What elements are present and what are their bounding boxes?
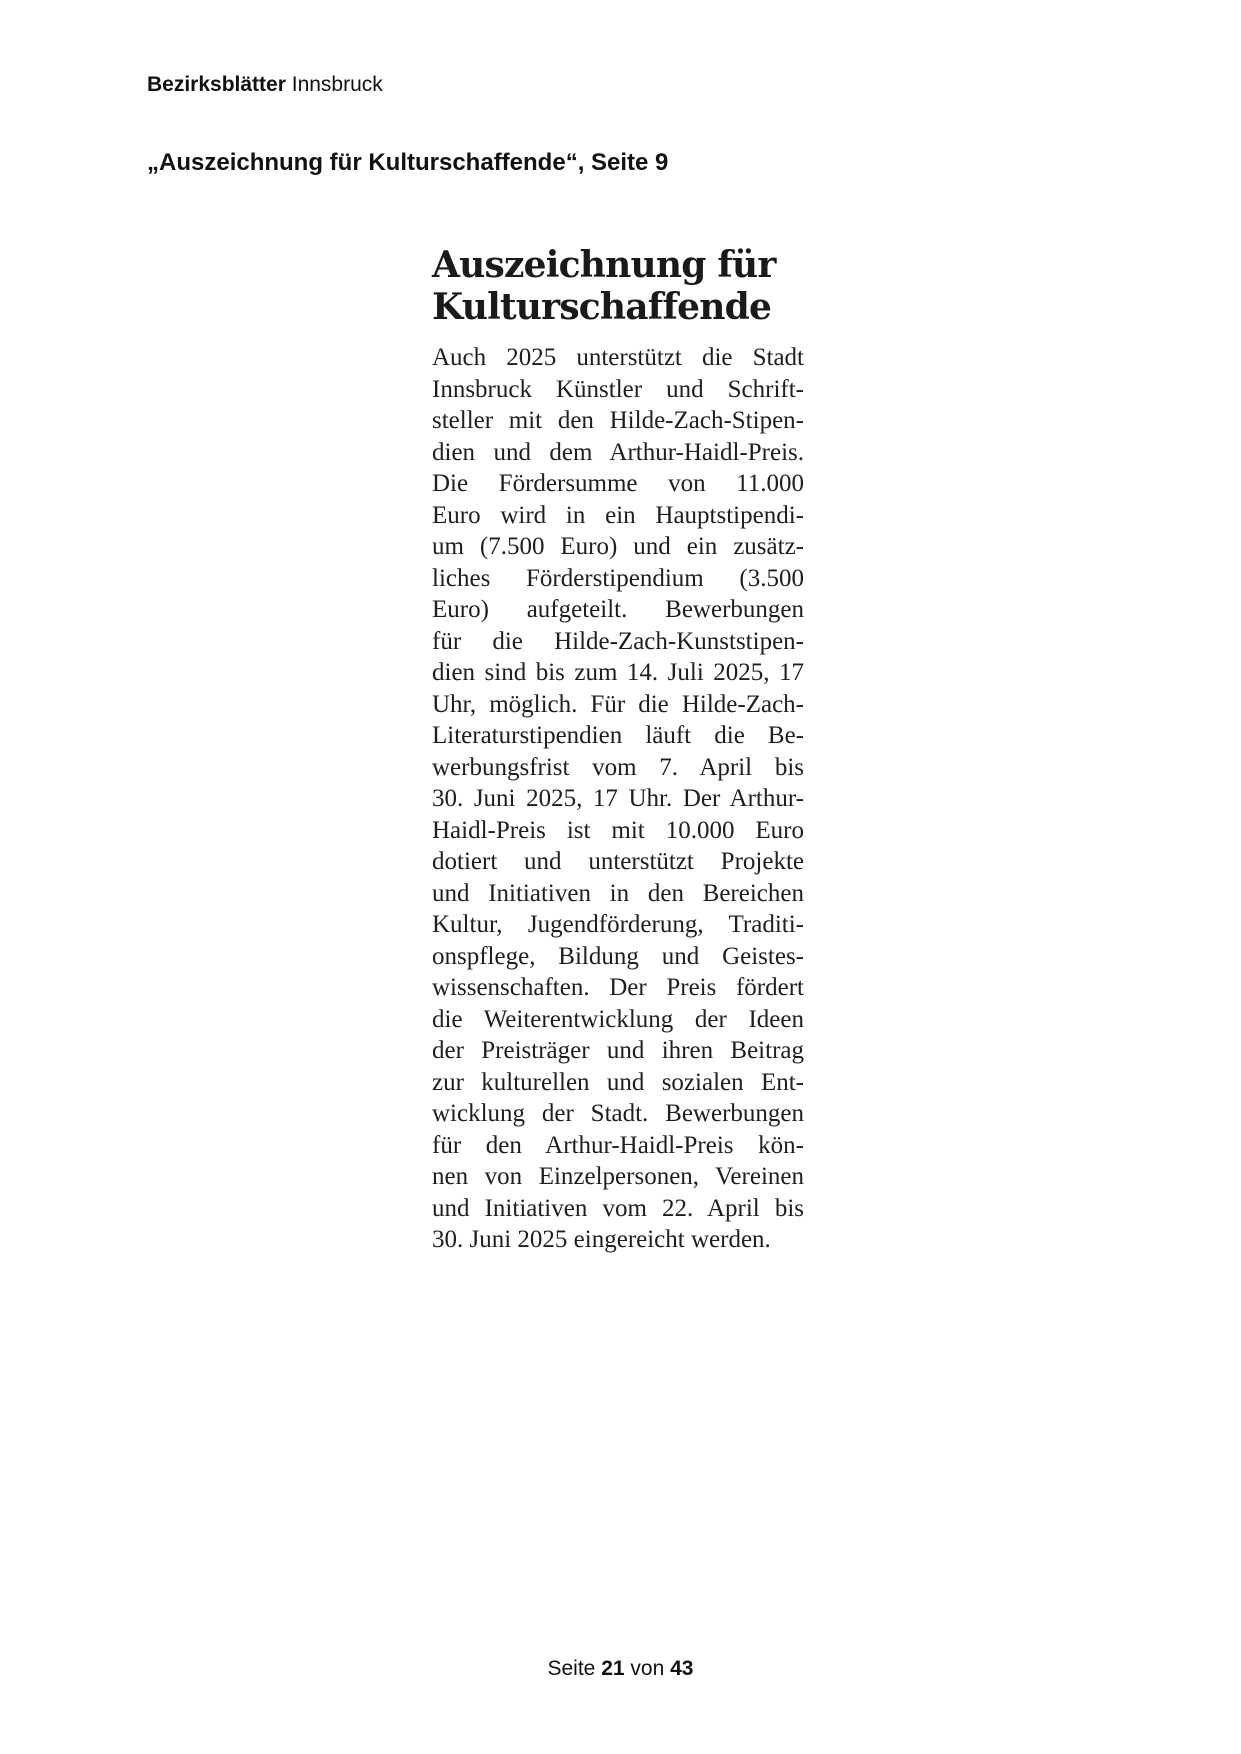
article-line: dotiert und unterstützt Projekte — [432, 848, 804, 875]
article-line: Kultur, Jugendförderung, Traditi- — [432, 911, 804, 938]
publication-region: Innsbruck — [291, 73, 383, 96]
document-title: „Auszeichnung für Kulturschaffende“, Seite 9 — [147, 149, 669, 176]
article-line: wissenschaften. Der Preis fördert — [432, 974, 804, 1001]
article-line: Euro wird in ein Hauptstipendi- — [432, 501, 804, 529]
total-page-count: 43 — [670, 1657, 694, 1680]
article-line: Innsbruck Künstler und Schrift- — [432, 375, 804, 403]
article-line: Literaturstipendien läuft die Be- — [432, 722, 804, 749]
article-line: für den Arthur-Haidl-Preis kön- — [432, 1131, 804, 1159]
article-line: um (7.500 Euro) und ein zusätz- — [432, 533, 804, 560]
article-line: werbungsfrist vom 7. April bis — [432, 753, 804, 781]
article-line: für die Hilde-Zach-Kunststipen- — [432, 627, 804, 655]
article-line: Haidl-Preis ist mit 10.000 Euro — [432, 816, 804, 844]
article-line: und Initiativen in den Bereichen — [432, 879, 804, 907]
article-line: Die Fördersumme von 11.000 — [432, 470, 804, 497]
publication-name: Bezirksblätter — [147, 73, 286, 96]
article-line: steller mit den Hilde-Zach-Stipen- — [432, 407, 804, 434]
article-body — [432, 342, 804, 1256]
article-clipping — [432, 244, 804, 1256]
article-line: nen von Einzelpersonen, Vereinen — [432, 1163, 804, 1190]
article-line: 30. Juni 2025, 17 Uhr. Der Arthur- — [432, 785, 804, 812]
article-line: dien und dem Arthur-Haidl-Preis. — [432, 438, 804, 466]
article-line: Euro) aufgeteilt. Bewerbungen — [432, 596, 804, 623]
current-page-number: 21 — [601, 1657, 625, 1680]
article-line: und Initiativen vom 22. April bis — [432, 1194, 804, 1222]
article-line: der Preisträger und ihren Beitrag — [432, 1037, 804, 1064]
article-line: wicklung der Stadt. Bewerbungen — [432, 1100, 804, 1127]
article-line: dien sind bis zum 14. Juli 2025, 17 — [432, 659, 804, 686]
article-line: Auch 2025 unterstützt die Stadt — [432, 344, 804, 371]
article-line: Uhr, möglich. Für die Hilde-Zach- — [432, 690, 804, 718]
article-line: 30. Juni 2025 eingereicht werden. — [432, 1226, 771, 1253]
page-footer — [0, 1656, 1241, 1682]
article-headline — [432, 244, 804, 328]
headline-line: Kulturschaffende — [432, 286, 772, 328]
footer-separator: von — [630, 1657, 665, 1680]
headline-line: Auszeichnung für — [432, 244, 776, 286]
article-line: die Weiterentwicklung der Ideen — [432, 1005, 804, 1033]
article-line: liches Förderstipendium (3.500 — [432, 564, 804, 592]
article-line: onspflege, Bildung und Geistes- — [432, 942, 804, 970]
article-line: zur kulturellen und sozialen Ent- — [432, 1068, 804, 1096]
publication-header — [147, 72, 383, 98]
footer-prefix: Seite — [547, 1657, 596, 1680]
